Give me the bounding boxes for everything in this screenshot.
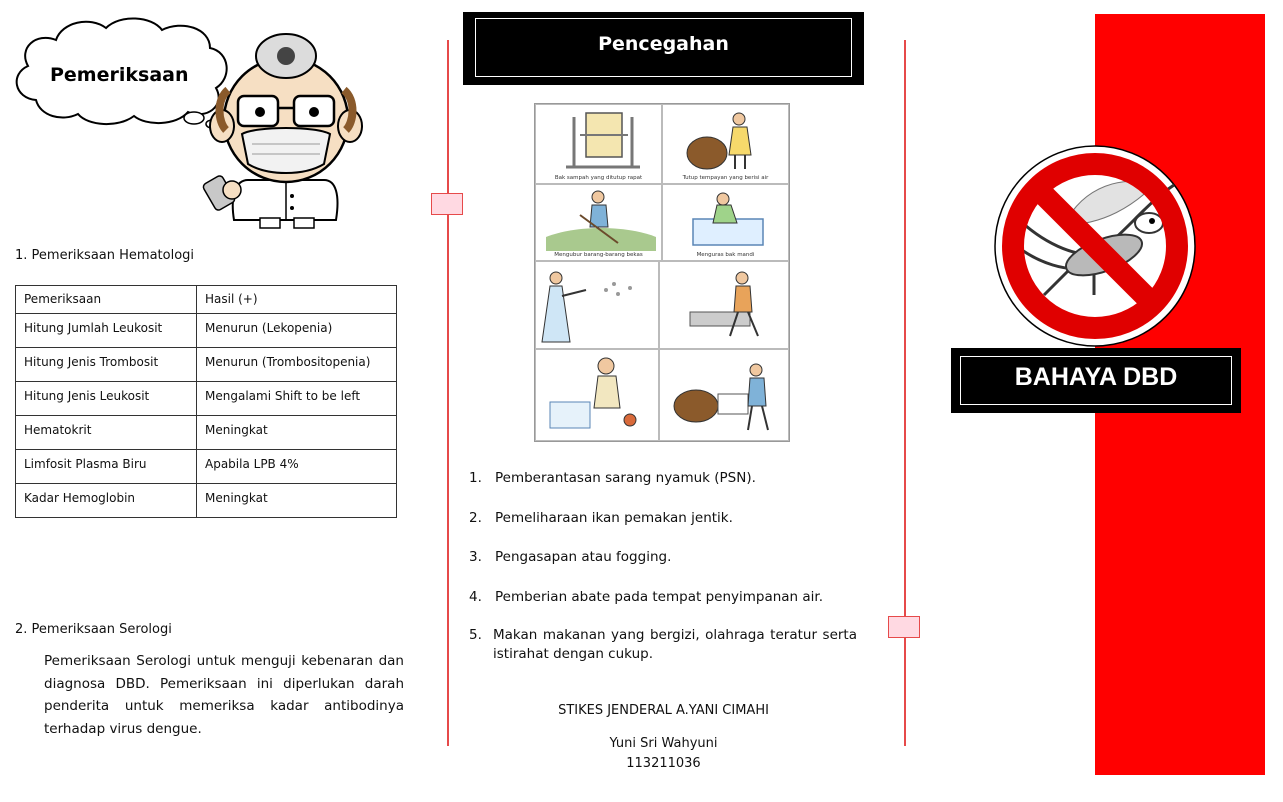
table-row (16, 484, 397, 518)
illustration-spraying (535, 261, 659, 349)
list-text: Pemberantasan sarang nyamuk (PSN). (495, 470, 756, 486)
illustration-burying (535, 184, 662, 261)
serologi-paragraph: Pemeriksaan Serologi untuk menguji kebenaran dan diagnosa DBD. Pemeriksaan ini diperlukan darah penderita untuk memeriksa kadar antibodinya terhadap virus dengue. (44, 653, 404, 737)
list-number: 4. (469, 589, 482, 605)
table-cell: Hitung Jenis Leukosit (16, 382, 197, 416)
table-row (16, 348, 397, 382)
table-cell: Hitung Jumlah Leukosit (16, 314, 197, 348)
table-cell: Hitung Jenis Trombosit (16, 348, 197, 382)
list-item (469, 510, 857, 526)
student-id: 113211036 (626, 756, 701, 771)
table-cell: Hasil (+) (197, 286, 397, 314)
illustration-caption: Menguras bak mandi (696, 252, 755, 258)
table-row (16, 286, 397, 314)
table-cell: Limfosit Plasma Biru (16, 450, 197, 484)
illustration-caption: Mengubur barang-barang bekas (554, 252, 643, 258)
table-cell: Menurun (Trombositopenia) (197, 348, 397, 382)
main-title: BAHAYA DBD (1014, 363, 1178, 391)
list-number: 3. (469, 549, 482, 565)
no-mosquito-sign (944, 145, 1246, 347)
list-text: Pemberian abate pada tempat penyimpanan air. (495, 589, 824, 605)
list-number: 5. (469, 627, 482, 643)
list-text: Pemeliharaan ikan pemakan jentik. (495, 510, 733, 526)
list-item (469, 627, 857, 664)
column-divider-left (447, 40, 449, 746)
list-item (469, 470, 857, 486)
table-cell: Kadar Hemoglobin (16, 484, 197, 518)
table-row (16, 450, 397, 484)
table-row (16, 382, 397, 416)
column-divider-right (904, 40, 906, 746)
table-cell: Mengalami Shift to be left (197, 382, 397, 416)
divider-marker (888, 616, 920, 638)
pencegahan-banner (463, 12, 864, 85)
table-cell: Hematokrit (16, 416, 197, 450)
list-number: 1. (469, 470, 482, 486)
table-cell: Pemeriksaan (16, 286, 197, 314)
hematologi-heading: 1. Pemeriksaan Hematologi (15, 248, 195, 263)
divider-marker (431, 193, 463, 215)
author-name: Yuni Sri Wahyuni (609, 736, 718, 751)
table-cell: Apabila LPB 4% (197, 450, 397, 484)
illustration-caption: Tutup tempayan yang berisi air (682, 175, 769, 181)
illustration-draining-tub (662, 184, 789, 261)
table-cell: Menurun (Lekopenia) (197, 314, 397, 348)
list-item (469, 549, 857, 565)
table-cell: Meningkat (197, 416, 397, 450)
banner-title: Pencegahan (598, 33, 729, 55)
doctor-illustration (186, 30, 396, 230)
illustration-water-jar (662, 104, 789, 184)
institution-name: STIKES JENDERAL A.YANI CIMAHI (558, 703, 769, 718)
prevention-illustrations (534, 103, 790, 442)
list-number: 2. (469, 510, 482, 526)
illustration-old-man-tub (535, 349, 659, 441)
table-row (16, 416, 397, 450)
list-text: Makan makanan yang bergizi, olahraga teratur serta istirahat dengan cukup. (493, 627, 857, 662)
illustration-boy-jar (659, 349, 789, 441)
illustration-caption: Bak sampah yang ditutup rapat (554, 175, 643, 181)
serologi-heading: 2. Pemeriksaan Serologi (15, 622, 172, 637)
table-row (16, 314, 397, 348)
illustration-walking (659, 261, 789, 349)
hematologi-table (15, 285, 397, 518)
list-text: Pengasapan atau fogging. (495, 549, 672, 565)
bahaya-dbd-title-box (951, 348, 1241, 413)
list-item (469, 589, 857, 605)
illustration-trash-bin (535, 104, 662, 184)
table-cell: Meningkat (197, 484, 397, 518)
cloud-title: Pemeriksaan (50, 64, 189, 86)
